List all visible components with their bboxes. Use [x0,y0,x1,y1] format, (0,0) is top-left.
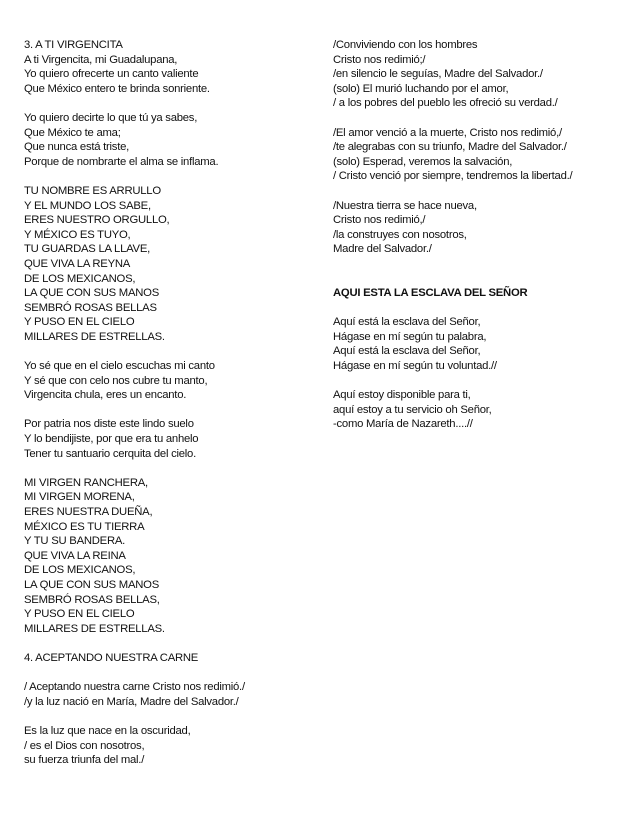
chorus-line: QUE VIVA LA REINA [24,549,126,562]
lyric-line: Cristo nos redimió,/ [333,214,426,227]
lyric-line: Es la luz que nace en la oscuridad, [24,724,191,737]
lyric-line: Aquí estoy disponible para ti, [333,389,471,402]
chorus-line: MILLARES DE ESTRELLAS. [24,622,165,635]
lyric-line: Que México te ama; [24,126,121,139]
stanza-gap [333,111,623,126]
stanza-gap [333,374,623,389]
lyric-line: Hágase en mí según tu palabra, [333,330,487,343]
lyric-line: Que nunca está triste, [24,141,130,154]
chorus-line: Y TU SU BANDERA. [24,535,126,548]
lyric-line: Que México entero te brinda sonriente. [24,82,210,95]
lyric-line: Madre del Salvador./ [333,243,432,256]
lyric-line: Hágase en mí según tu voluntad.// [333,360,497,373]
lyric-line: Y lo bendijiste, por que era tu anhelo [24,433,199,446]
chorus-line: SEMBRÓ ROSAS BELLAS [24,301,157,314]
lyric-line: Yo sé que en el cielo escuchas mi canto [24,360,215,373]
lyric-line: A ti Virgencita, mi Guadalupana, [24,53,178,66]
chorus-line: MILLARES DE ESTRELLAS. [24,330,165,343]
chorus-line: ERES NUESTRA DUEÑA, [24,506,153,518]
stanza-gap [24,666,314,681]
chorus-line: DE LOS MEXICANOS, [24,272,136,285]
stanza-gap [24,709,314,724]
right-column [333,38,623,432]
stanza-gap [333,301,623,316]
stanza-gap [333,184,623,199]
chorus-line: Y MÉXICO ES TUYO, [24,228,131,241]
lyric-line: /la construyes con nosotros, [333,228,467,241]
stanza-gap [24,96,314,111]
lyric-line: /en silencio le seguías, Madre del Salvador./ [333,68,543,81]
lyric-line: / Aceptando nuestra carne Cristo nos redimió./ [24,681,245,694]
chorus-line: MI VIRGEN RANCHERA, [24,476,148,489]
stanza-gap [24,636,314,651]
stanza-gap [333,257,623,272]
lyric-line: /Nuestra tierra se hace nueva, [333,199,477,212]
song-title: 3. A TI VIRGENCITA [24,39,123,51]
lyric-line: /te alegrabas con su triunfo, Madre del Salvador./ [333,141,567,154]
lyric-line: /El amor venció a la muerte, Cristo nos redimió,/ [333,126,562,139]
chorus-line: TU NOMBRE ES ARRULLO [24,184,161,197]
chorus-line: LA QUE CON SUS MANOS [24,578,159,591]
lyric-line: Virgencita chula, eres un encanto. [24,389,187,402]
lyric-line: su fuerza triunfa del mal./ [24,754,145,767]
stanza-gap [24,344,314,359]
lyric-line: Yo quiero decirte lo que tú ya sabes, [24,111,198,124]
chorus-line: TU GUARDAS LA LLAVE, [24,243,151,256]
lyric-line: / a los pobres del pueblo les ofreció su verdad./ [333,97,558,110]
stanza-gap [24,461,314,476]
stanza-gap [333,272,623,287]
chorus-line: Y EL MUNDO LOS SABE, [24,199,151,212]
lyric-line: (solo) Esperad, veremos la salvación, [333,155,513,168]
lyric-line: / Cristo venció por siempre, tendremos la libertad./ [333,170,573,183]
lyric-line: /y la luz nació en María, Madre del Salvador./ [24,695,239,708]
chorus-line: LA QUE CON SUS MANOS [24,287,159,300]
stanza-gap [24,169,314,184]
lyric-line: / es el Dios con nosotros, [24,739,145,752]
lyric-line: Yo quiero ofrecerte un canto valiente [24,68,199,81]
left-column [24,38,314,768]
lyric-line: Porque de nombrarte el alma se inflama. [24,155,219,168]
chorus-line: MÉXICO ES TU TIERRA [24,520,145,533]
lyric-line: Cristo nos redimió;/ [333,53,426,66]
chorus-line: ERES NUESTRO ORGULLO, [24,214,170,227]
lyric-line: Aquí está la esclava del Señor, [333,316,481,329]
lyric-line: aquí estoy a tu servicio oh Señor, [333,403,492,416]
chorus-line: Y PUSO EN EL CIELO [24,608,135,621]
lyric-line: Y sé que con celo nos cubre tu manto, [24,374,208,387]
lyric-line: /Conviviendo con los hombres [333,39,478,51]
lyric-line: Tener tu santuario cerquita del cielo. [24,447,196,460]
chorus-line: MI VIRGEN MORENA, [24,491,135,504]
lyric-line: (solo) El murió luchando por el amor, [333,82,509,95]
chorus-line: QUE VIVA LA REYNA [24,257,131,270]
lyric-line: -como María de Nazareth....// [333,418,473,431]
song-title: 4. ACEPTANDO NUESTRA CARNE [24,651,199,664]
chorus-line: DE LOS MEXICANOS, [24,564,136,577]
chorus-line: SEMBRÓ ROSAS BELLAS, [24,593,160,606]
chorus-line: Y PUSO EN EL CIELO [24,316,135,329]
stanza-gap [24,403,314,418]
song-title: AQUI ESTA LA ESCLAVA DEL SEÑOR [333,287,528,300]
lyric-line: Aquí está la esclava del Señor, [333,345,481,358]
lyric-line: Por patria nos diste este lindo suelo [24,418,194,431]
